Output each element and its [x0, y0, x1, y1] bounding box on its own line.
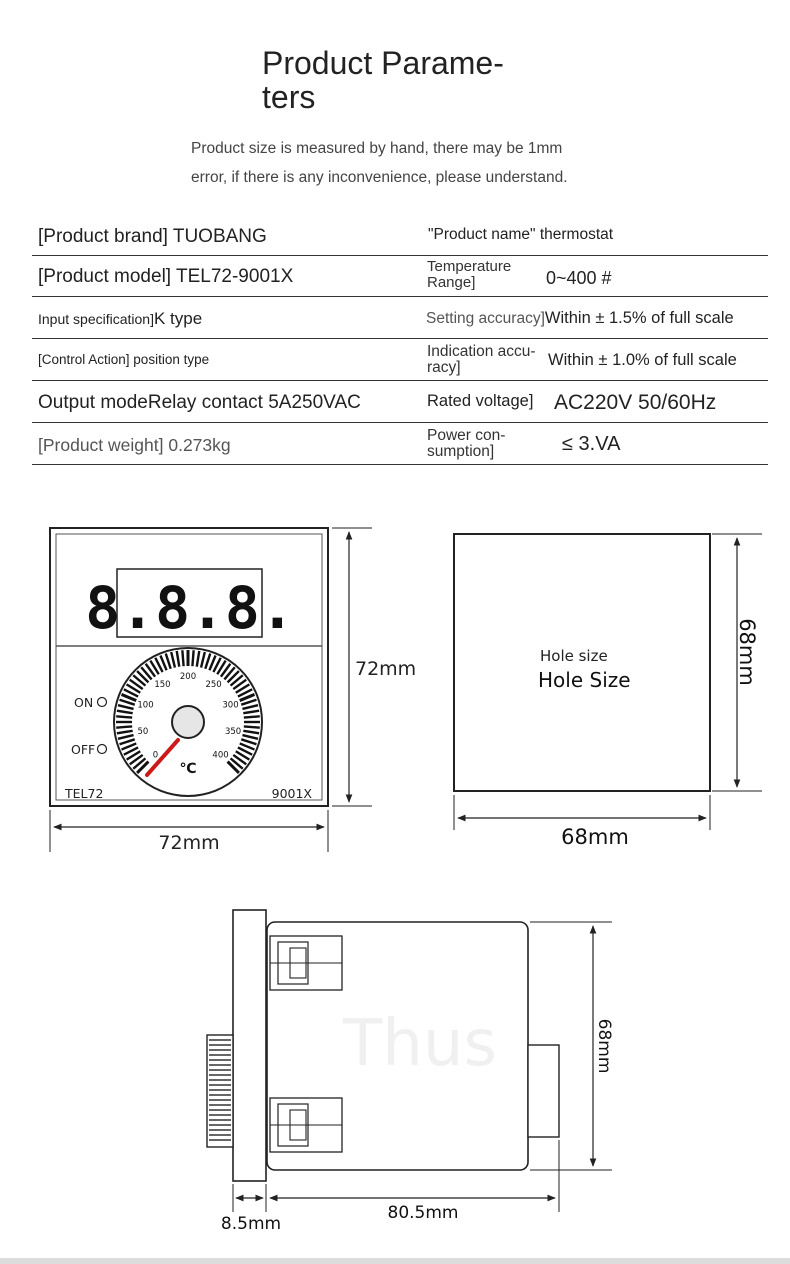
product-model: [Product model] TEL72-9001X: [38, 266, 294, 287]
dial-tick: [182, 650, 183, 666]
power-label-line-2: sumption]: [427, 443, 495, 460]
hole-height-label: 68mm: [735, 618, 759, 686]
product-name: [428, 226, 613, 244]
control-action: [Control Action] position type: [38, 352, 210, 367]
note-line-2: error, if there is any inconvenience, please understand.: [191, 169, 568, 186]
model-left-label: TEL72: [65, 786, 104, 801]
watermark: Thus: [343, 1007, 497, 1081]
indication-accuracy-value: Within ± 1.0% of full scale: [548, 351, 737, 369]
dial-scale-label: 300: [222, 700, 239, 711]
front-depth-label: 8.5mm: [220, 1214, 282, 1234]
temp-range-label: [427, 259, 511, 291]
model-right-label: 9001X: [271, 786, 312, 801]
output-mode-label: Output mode: [38, 392, 148, 413]
measurement-note: [191, 134, 631, 192]
led-digits: 8.8.8.: [85, 574, 295, 642]
dial-tick: [116, 716, 132, 717]
power-consumption-label: [427, 428, 505, 460]
note-line-1: Product size is measured by hand, there may be 1mm: [191, 140, 563, 157]
dial-scale-label: 150: [154, 679, 171, 690]
dial-scale-label: 350: [224, 726, 242, 737]
table-divider: [32, 255, 768, 256]
table-divider: [32, 422, 768, 423]
title-line-1: Product Parame-: [262, 45, 504, 81]
indication-label-line-1: Indication accu-: [427, 343, 536, 360]
dial-tick: [116, 726, 132, 727]
hole-size-label-large: Hole Size: [538, 668, 631, 692]
hole-size-label-small: Hole size: [540, 647, 608, 665]
indication-accuracy-label: [427, 344, 536, 376]
product-name-label: "Product name": [428, 226, 536, 243]
dial-scale-label: 200: [179, 672, 197, 682]
dial-tick: [192, 650, 193, 666]
power-label-line-1: Power con-: [427, 427, 506, 444]
table-divider: [32, 380, 768, 381]
product-weight: [Product weight] 0.273kg: [38, 435, 231, 455]
dial-scale-label: 50: [137, 726, 149, 737]
setting-accuracy: [426, 309, 734, 328]
dial-scale-label: 400: [212, 750, 229, 761]
rated-voltage-label: Rated voltage]: [427, 392, 534, 410]
output-mode-value: Relay contact 5A250VAC: [147, 392, 361, 413]
side-height-label: 68mm: [594, 1018, 614, 1074]
input-spec-label: Input specification]: [38, 311, 154, 327]
setting-accuracy-label: Setting accuracy]: [426, 310, 545, 327]
dial-scale-label: 250: [205, 679, 222, 690]
front-width-label: 72mm: [158, 832, 220, 854]
temp-range-label-line-2: Range]: [427, 274, 476, 291]
side-view-diagram: [207, 910, 614, 1234]
input-spec: [38, 309, 202, 329]
output-mode: [38, 392, 361, 414]
table-divider: [32, 296, 768, 297]
mounting-clip-bottom: [270, 1098, 342, 1152]
celsius-symbol: ℃: [179, 761, 197, 777]
title-line-2: ters: [262, 79, 316, 115]
page-title: [262, 46, 552, 114]
rear-terminal-block: [528, 1045, 559, 1137]
body-depth-label: 80.5mm: [387, 1203, 459, 1223]
dial-knob[interactable]: [172, 706, 204, 738]
off-label: OFF: [71, 742, 96, 757]
input-spec-value: K type: [153, 309, 203, 328]
table-divider: [32, 338, 768, 339]
temp-range-value: 0~400 #: [546, 268, 612, 288]
dial-tick: [244, 716, 260, 717]
temperature-dial[interactable]: [114, 648, 262, 796]
product-brand: [Product brand] TUOBANG: [38, 226, 267, 247]
front-bezel-side: [233, 910, 266, 1181]
indication-label-line-2: racy]: [427, 359, 461, 376]
mounting-clip-top: [270, 936, 342, 990]
front-height-label: 72mm: [355, 658, 417, 680]
temp-range-label-line-1: Temperature: [427, 258, 512, 275]
footer-bar: [0, 1258, 790, 1264]
dial-scale-label: 0: [152, 750, 159, 761]
front-view-diagram: [50, 528, 416, 854]
knob-grip-lines: [209, 1040, 231, 1140]
dial-scale-label: 100: [137, 700, 154, 711]
setting-accuracy-value: Within ± 1.5% of full scale: [544, 309, 734, 327]
dial-tick: [244, 726, 260, 727]
hole-width-label: 68mm: [561, 825, 629, 849]
hole-size-diagram: [454, 534, 762, 849]
on-label: ON: [74, 695, 94, 710]
table-divider: [32, 464, 768, 465]
power-consumption-value: ≤ 3.VA: [562, 433, 621, 455]
product-name-value: thermostat: [539, 226, 614, 243]
dimension-diagrams: [0, 490, 790, 1250]
rated-voltage-value: AC220V 50/60Hz: [554, 391, 717, 414]
